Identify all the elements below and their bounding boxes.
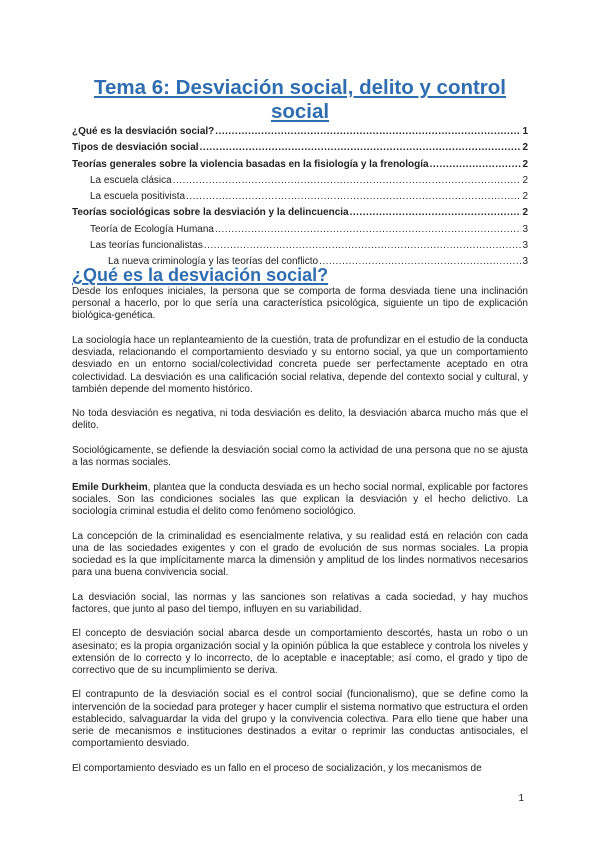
- toc-entry[interactable]: [72, 124, 528, 140]
- toc-entry-page: 3: [522, 256, 528, 268]
- section-body: [72, 286, 528, 787]
- toc-entry[interactable]: [72, 140, 528, 156]
- toc-entry-page: 2: [522, 158, 528, 170]
- body-paragraph: El contrapunto de la desviación social es el control social (funcionalismo), que se define como la intervención de la sociedad para proteger y hacer cumplir el sistema normativo que estructura el orden establecido, salvaguardar la vida del grupo y la convivencia colectiva. Para ello tiene que haber una serie de mecanismos e instituciones destinados a evitar o reprimir las conductas antisociales, el comportamiento desviado.: [72, 689, 528, 750]
- toc-leader-dots: [319, 254, 521, 270]
- toc-entry-page: 2: [522, 207, 528, 219]
- toc-leader-dots: [204, 238, 522, 254]
- durkheim-text: , plantea que la conducta desviada es un hecho social normal, explicable por factores sociales. Son las condiciones sociales las que explican la desviación y el hecho delictivo. La sociología criminal estudia el delito como fenómeno sociológico.: [72, 481, 528, 518]
- toc-entry-label: La escuela clásica: [90, 174, 172, 186]
- toc-entry-label: Teorías sociológicas sobre la desviación y la delincuencia: [72, 207, 349, 219]
- toc-entry-label: Las teorías funcionalistas: [90, 240, 203, 252]
- body-paragraph: No toda desviación es negativa, ni toda desviación es delito, la desviación abarca mucho más que el delito.: [72, 408, 528, 432]
- toc-leader-dots: [173, 173, 522, 189]
- toc-entry-page: 2: [522, 142, 528, 154]
- toc-leader-dots: [430, 157, 522, 173]
- body-paragraph: La concepción de la criminalidad es esencialmente relativa, y su realidad está en relación con cada una de las sociedades exigentes y con el grado de evolución de sus normas sociales. La propia sociedad es la que implícitamente marca la dimensión y amplitud de los lindes normativos necesarios para una buena convivencia social.: [72, 530, 528, 579]
- table-of-contents: [72, 124, 528, 271]
- body-paragraph: Sociológicamente, se defiende la desviación social como la actividad de una persona que no se ajusta a las normas sociales.: [72, 444, 528, 469]
- toc-leader-dots: [186, 189, 521, 205]
- toc-entry-label: La escuela positivista: [90, 191, 186, 203]
- section-heading: ¿Qué es la desviación social?: [72, 265, 329, 285]
- toc-entry-label: Tipos de desviación social: [72, 142, 199, 154]
- toc-leader-dots: [350, 205, 522, 221]
- body-paragraph: El comportamiento desviado es un fallo en el proceso de socialización, y los mecanismos de: [72, 762, 482, 774]
- toc-leader-dots: [215, 222, 521, 238]
- body-paragraph: La sociología hace un replanteamiento de la cuestión, trata de profundizar en el estudio de la conducta desviada, relacionando el comportamiento desviado y su entorno social, ya que un comportamiento desviado en un entorno social/colectividad concreta puede ser perfectamente aceptado en otra colectividad. La desviación es una calificación social relativa, depende del contexto social y cultural, y también depende del momento histórico.: [72, 334, 528, 395]
- toc-leader-dots: [215, 124, 521, 140]
- toc-entry[interactable]: [72, 238, 528, 254]
- page-number: 1: [518, 793, 524, 804]
- toc-entry[interactable]: [72, 157, 528, 173]
- toc-entry-page: 2: [522, 174, 528, 186]
- toc-entry-label: Teoría de Ecología Humana: [90, 223, 214, 235]
- toc-entry-page: 3: [522, 223, 528, 235]
- toc-entry[interactable]: [72, 173, 528, 189]
- document-title: Tema 6: Desviación social, delito y control social: [93, 76, 507, 123]
- author-name: Emile Durkheim: [72, 481, 148, 493]
- body-paragraph: Desde los enfoques iniciales, la persona que se comporta de forma desviada tiene una inclinación personal a hacerlo, por lo que sería una característica psicológica, siguiente un tipo de explicación biológica-genética.: [72, 286, 528, 322]
- body-paragraph: El concepto de desviación social abarca desde un comportamiento descortés, hasta un robo o un asesinato; es la propia organización social y la opinión pública la que establece y controla los niveles y extensión de lo correcto y lo incorrecto, de lo aceptable e inaceptable; así como, el grado y tipo de correctivo que de su incumplimiento se deriva.: [72, 628, 528, 676]
- toc-entry-label: La nueva criminología y las teorías del conflicto: [108, 256, 319, 268]
- toc-entry[interactable]: [72, 189, 528, 205]
- body-paragraph: La desviación social, las normas y las sanciones son relativas a cada sociedad, y hay muchos factores, que junto al paso del tiempo, influyen en su variabilidad.: [72, 591, 528, 615]
- toc-entry-page: 3: [522, 240, 528, 252]
- toc-entry-label: Teorías generales sobre la violencia basadas en la fisiología y la frenología: [72, 158, 429, 170]
- toc-leader-dots: [200, 140, 522, 156]
- toc-entry-page: 1: [522, 126, 528, 137]
- toc-entry[interactable]: [72, 222, 528, 238]
- toc-entry[interactable]: [72, 205, 528, 221]
- durkheim-paragraph: [72, 482, 528, 519]
- toc-entry-page: 2: [522, 191, 528, 203]
- toc-entry-label: ¿Qué es la desviación social?: [72, 126, 215, 137]
